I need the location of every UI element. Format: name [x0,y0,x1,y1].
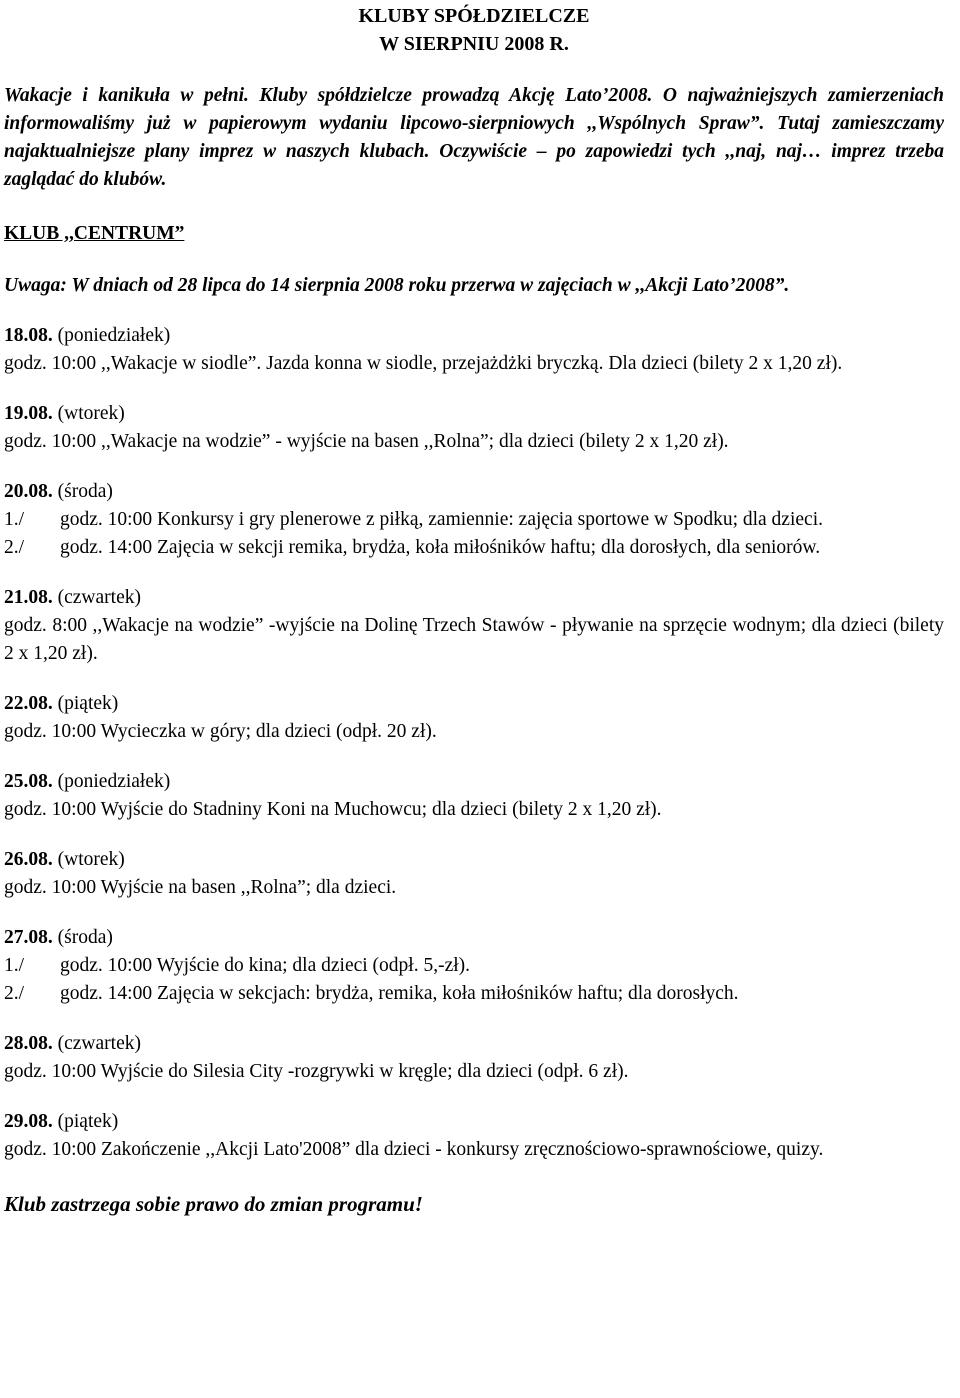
day-date: 21.08. [4,587,53,608]
document-title [4,0,944,58]
day-event: godz. 10:00 Zakończenie ,,Akcji Lato'2008” dla dzieci - konkursy zręcznościowo-sprawnościowe, quizy. [4,1139,824,1160]
title-line-2: W SIERPNIU 2008 R. [379,33,569,55]
day-entry [4,846,944,902]
item-number: 2./ [4,537,25,558]
day-weekday: (środa) [57,481,113,502]
day-event-item [4,534,944,562]
day-date: 20.08. [4,481,53,502]
title-line-1: KLUBY SPÓŁDZIELCZE [358,5,590,27]
day-event: godz. 10:00 ,,Wakacje w siodle”. Jazda konna w siodle, przejażdżki bryczką. Dla dzieci (bilety 2 x 1,20 zł). [4,353,843,374]
day-entry [4,1030,944,1086]
day-date: 28.08. [4,1033,53,1054]
day-date: 19.08. [4,403,53,424]
day-date: 27.08. [4,927,53,948]
day-date: 29.08. [4,1111,53,1132]
day-event: godz. 10:00 ,,Wakacje na wodzie” - wyjście na basen ,,Rolna”; dla dzieci (bilety 2 x 1,20 zł). [4,431,729,452]
day-weekday: (środa) [57,927,113,948]
day-date: 18.08. [4,325,53,346]
item-number: 2./ [4,983,25,1004]
day-entry [4,924,944,1008]
day-event: godz. 10:00 Wycieczka w góry; dla dzieci (odpł. 20 zł). [4,721,437,742]
day-entry [4,584,944,668]
day-entry [4,690,944,746]
day-weekday: (piątek) [57,1111,119,1132]
day-date: 22.08. [4,693,53,714]
day-date: 26.08. [4,849,53,870]
day-weekday: (piątek) [57,693,119,714]
item-text: godz. 14:00 Zajęcia w sekcjach: brydża, remika, koła miłośników haftu; dla dorosłych. [60,983,739,1004]
day-weekday: (wtorek) [57,403,125,424]
day-weekday: (wtorek) [57,849,125,870]
day-date: 25.08. [4,771,53,792]
day-event: godz. 10:00 Wyjście do Stadniny Koni na Muchowcu; dla dzieci (bilety 2 x 1,20 zł). [4,799,662,820]
day-event: godz. 10:00 Wyjście na basen ,,Rolna”; dla dzieci. [4,877,397,898]
item-number: 1./ [4,509,25,530]
day-event: godz. 8:00 ,,Wakacje na wodzie” -wyjście na Dolinę Trzech Stawów - pływanie na sprzęcie wodnym; dla dzieci (bilety 2 x 1,20 zł). [4,615,944,664]
item-number: 1./ [4,955,25,976]
item-text: godz. 10:00 Wyjście do kina; dla dzieci (odpł. 5,-zł). [60,955,471,976]
day-entry [4,400,944,456]
day-event-item [4,980,944,1008]
program-disclaimer: Klub zastrzega sobie prawo do zmian programu! [4,1192,423,1216]
day-weekday: (czwartek) [57,1033,141,1054]
club-heading: KLUB ,,CENTRUM” [4,223,185,244]
day-event-item [4,952,944,980]
day-event-item [4,506,944,534]
day-entry [4,322,944,378]
item-text: godz. 10:00 Konkursy i gry plenerowe z piłką, zamiennie: zajęcia sportowe w Spodku; dla dzieci. [60,509,823,530]
day-event: godz. 10:00 Wyjście do Silesia City -rozgrywki w kręgle; dla dzieci (odpł. 6 zł). [4,1061,629,1082]
day-weekday: (czwartek) [57,587,141,608]
day-entry [4,1108,944,1164]
day-weekday: (poniedziałek) [57,771,171,792]
day-entry [4,768,944,824]
day-weekday: (poniedziałek) [57,325,171,346]
break-notice: Uwaga: W dniach od 28 lipca do 14 sierpnia 2008 roku przerwa w zajęciach w ,,Akcji Lato’2008”. [4,275,790,296]
intro-paragraph: Wakacje i kanikuła w pełni. Kluby spółdzielcze prowadzą Akcję Lato’2008. O najważniejszych zamierzeniach informowaliśmy już w papierowym wydaniu lipcowo-sierpniowych ,,Wspólnych Spraw”. Tutaj zamieszczamy najaktualniejsze plany imprez w naszych klubach. Oczywiście – po zapowiedzi tych ,,naj, naj… imprez trzeba zaglądać do klubów. [4,85,944,190]
item-text: godz. 14:00 Zajęcia w sekcji remika, brydża, koła miłośników haftu; dla dorosłych, dla seniorów. [60,537,821,558]
day-entry [4,478,944,562]
